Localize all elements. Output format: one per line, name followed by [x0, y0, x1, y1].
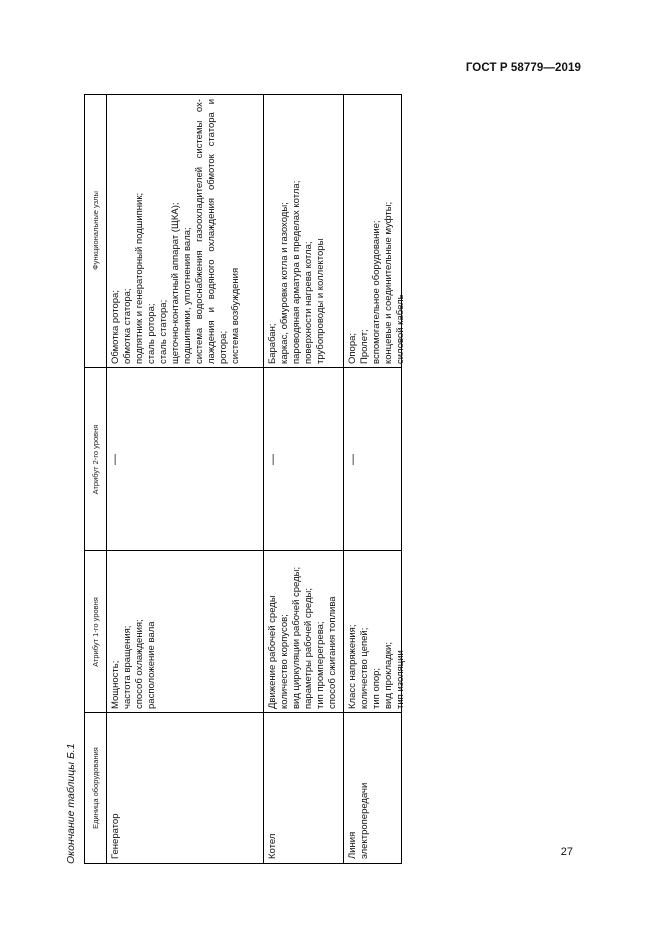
table-row-powerline-unit	[343, 713, 403, 863]
node-item: щеточно-контактный аппарат (ЩКА);	[170, 202, 181, 364]
attr2-dash: —	[109, 454, 121, 465]
col-header-attr1: Атрибут 1-го уровня	[91, 597, 100, 667]
table-row-boiler-nodes	[263, 95, 343, 368]
node-item: Барабан;	[267, 323, 278, 364]
unit-name: Котел	[267, 833, 278, 859]
node-item: Пролет;	[359, 329, 370, 364]
node-item: подшипники, уплотнения вала;	[182, 227, 193, 364]
node-item: концевые и соединительные муфты;	[383, 201, 394, 364]
attr1-item: Движение рабочей среды	[267, 595, 278, 709]
table-row-boiler-unit	[263, 713, 343, 863]
table-row-boiler-attr1	[263, 551, 343, 713]
equipment-table	[84, 94, 406, 864]
standard-code: ГОСТ Р 58779—2019	[465, 62, 581, 74]
col-header-nodes: Функциональные узлы	[91, 191, 100, 270]
node-item: вспомогательное оборудование;	[371, 220, 382, 364]
node-item: система возбуждения	[230, 267, 241, 364]
attr1-item: Класс напряжения;	[347, 624, 358, 709]
attr1-item: параметры рабочей среды;	[303, 588, 314, 709]
table-row-powerline-nodes	[343, 95, 406, 368]
attr1-item: вид прокладки;	[383, 642, 394, 709]
node-item: Опора;	[347, 332, 358, 364]
table-row-generator-attr1	[106, 551, 263, 713]
unit-name: Линия электропередачи	[347, 782, 370, 859]
attr1-item: способ сжигания топлива	[327, 596, 338, 709]
attr1-item: расположение вала	[146, 621, 157, 709]
attr1-item: тип промперегрева;	[315, 621, 326, 709]
node-item: силовой кабель	[395, 294, 406, 364]
attr1-item: количество корпусов;	[279, 614, 290, 709]
node-item: трубопроводы и коллекторы	[315, 238, 326, 364]
attr1-item: тип опор;	[371, 667, 382, 709]
unit-name: Генератор	[110, 813, 121, 859]
table-row-powerline-attr1	[343, 551, 406, 713]
attr1-item: частота вращения;	[122, 625, 133, 709]
node-item: Обмотка ротора;	[110, 290, 121, 364]
attr1-item: Мощность;	[110, 660, 121, 709]
node-item: сталь ротора;	[146, 303, 157, 364]
table-row-generator-nodes	[106, 95, 263, 368]
node-item: сталь статора;	[158, 299, 169, 364]
table-caption: Окончание таблицы Б.1	[65, 743, 77, 864]
col-header-attr2: Атрибут 2-го уровня	[91, 424, 100, 495]
col-header-unit: Единица оборудования	[91, 747, 100, 829]
attr1-item: способ охлаждения;	[134, 619, 145, 709]
node-item: обмотка статора;	[122, 288, 133, 364]
attr1-item: вид циркуляции рабочей среды;	[291, 566, 302, 709]
node-item: каркас, обмуровка котла и газоходы;	[279, 202, 290, 364]
node-item: система водоснабжения газоохладителей системы ох-лаждения и водяного охлаждения обмоток статора и ротора;	[194, 99, 229, 364]
node-item: подпятник и генераторный подшипник;	[134, 192, 145, 364]
page-number: 27	[560, 846, 573, 858]
table-row-generator-unit	[106, 713, 263, 863]
attr1-item: количество цепей;	[359, 627, 370, 709]
attr2-dash: —	[347, 454, 359, 465]
attr1-item: тип изоляции	[395, 650, 406, 709]
node-item: поверхности нагрева котла;	[303, 241, 314, 364]
attr2-dash: —	[267, 454, 279, 465]
node-item: пароводяная арматура в пределах котла;	[291, 180, 302, 364]
rotated-table-block	[62, 94, 406, 864]
